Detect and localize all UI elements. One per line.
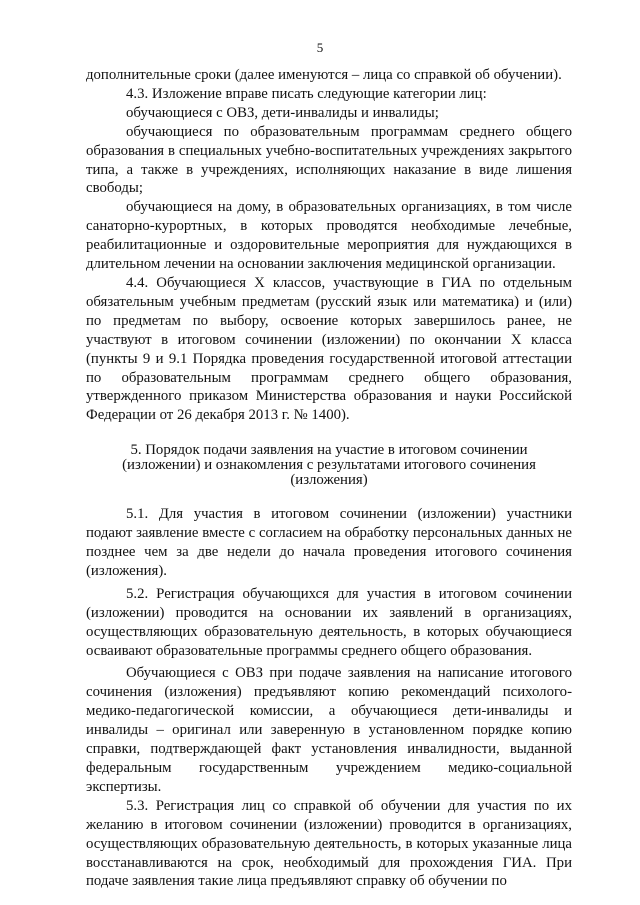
section-heading-line: 5. Порядок подачи заявления на участие в итоговом сочинении <box>130 442 528 459</box>
paragraph-ovz-documents: Обучающиеся с ОВЗ при подаче заявления на написание итогового сочинения (изложения) предъявляют копию рекомендаций психолого-медико-педагогической комиссии, а обучающиеся дети-инвалиды и инвалиды – оригинал или заверенную в установленном порядке копию справки, подтверждающей факт установления инвалидности, выданной федеральным государственным учреждением медико-социальной экспертизы. <box>86 665 572 795</box>
list-item-home-education: обучающиеся на дому, в образовательных организациях, в том числе санаторно-курортных, в которых проводятся необходимые лечебные, реабилитационные и оздоровительные мероприятия для нуждающихся в длительном лечении на основании заключения медицинской организации. <box>86 199 572 273</box>
paragraph-4-4: 4.4. Обучающиеся X классов, участвующие в ГИА по отдельным обязательным учебным предметам (русский язык или математика) и (или) по предметам по выбору, освоение которых завершилось ранее, не участвуют в итоговом сочинении (изложении) по окончании X класса (пункты 9 и 9.1 Порядка проведения государственной итоговой аттестации по образовательным программам среднего общего образования, утвержденного приказом Министерства образования и науки Российской Федерации от 26 декабря 2013 г. № 1400). <box>86 274 572 424</box>
section-heading-line: (изложении) и ознакомления с результатами итогового сочинения <box>122 457 536 474</box>
page-number: 5 <box>316 40 324 55</box>
paragraph-4-3: 4.3. Изложение вправе писать следующие категории лиц: <box>126 85 487 102</box>
list-item-special-institutions: обучающиеся по образовательным программам среднего общего образования в специальных учебно-воспитательных учреждениях закрытого типа, а также в учреждениях, исполняющих наказание в виде лишения свободы; <box>86 123 572 197</box>
section-heading-5 <box>98 443 560 488</box>
document-body <box>86 66 572 891</box>
section-heading-line: (изложения) <box>290 472 368 489</box>
paragraph-5-1: 5.1. Для участия в итоговом сочинении (изложении) участники подают заявление вместе с согласием на обработку персональных данных не позднее чем за две недели до начала проведения итогового сочинения (изложения). <box>86 506 572 579</box>
paragraph-continuation: дополнительные сроки (далее именуются – лица со справкой об обучении). <box>86 67 562 83</box>
paragraph-5-2: 5.2. Регистрация обучающихся для участия в итоговом сочинении (изложении) проводится на основании их заявлений в организациях, осуществляющих образовательную деятельность, в которых обучающиеся осваивают образовательные программы среднего общего образования. <box>86 585 572 659</box>
list-item-ovz: обучающиеся с ОВЗ, дети-инвалиды и инвалиды; <box>126 104 439 121</box>
paragraph-5-3: 5.3. Регистрация лиц со справкой об обучении для участия по их желанию в итоговом сочинении (изложении) проводится в организациях, осуществляющих образовательную деятельность, в которых указанные лица восстанавливаются на срок, необходимый для прохождения ГИА. При подаче заявления такие лица предъявляют справку об обучении по <box>86 797 572 890</box>
